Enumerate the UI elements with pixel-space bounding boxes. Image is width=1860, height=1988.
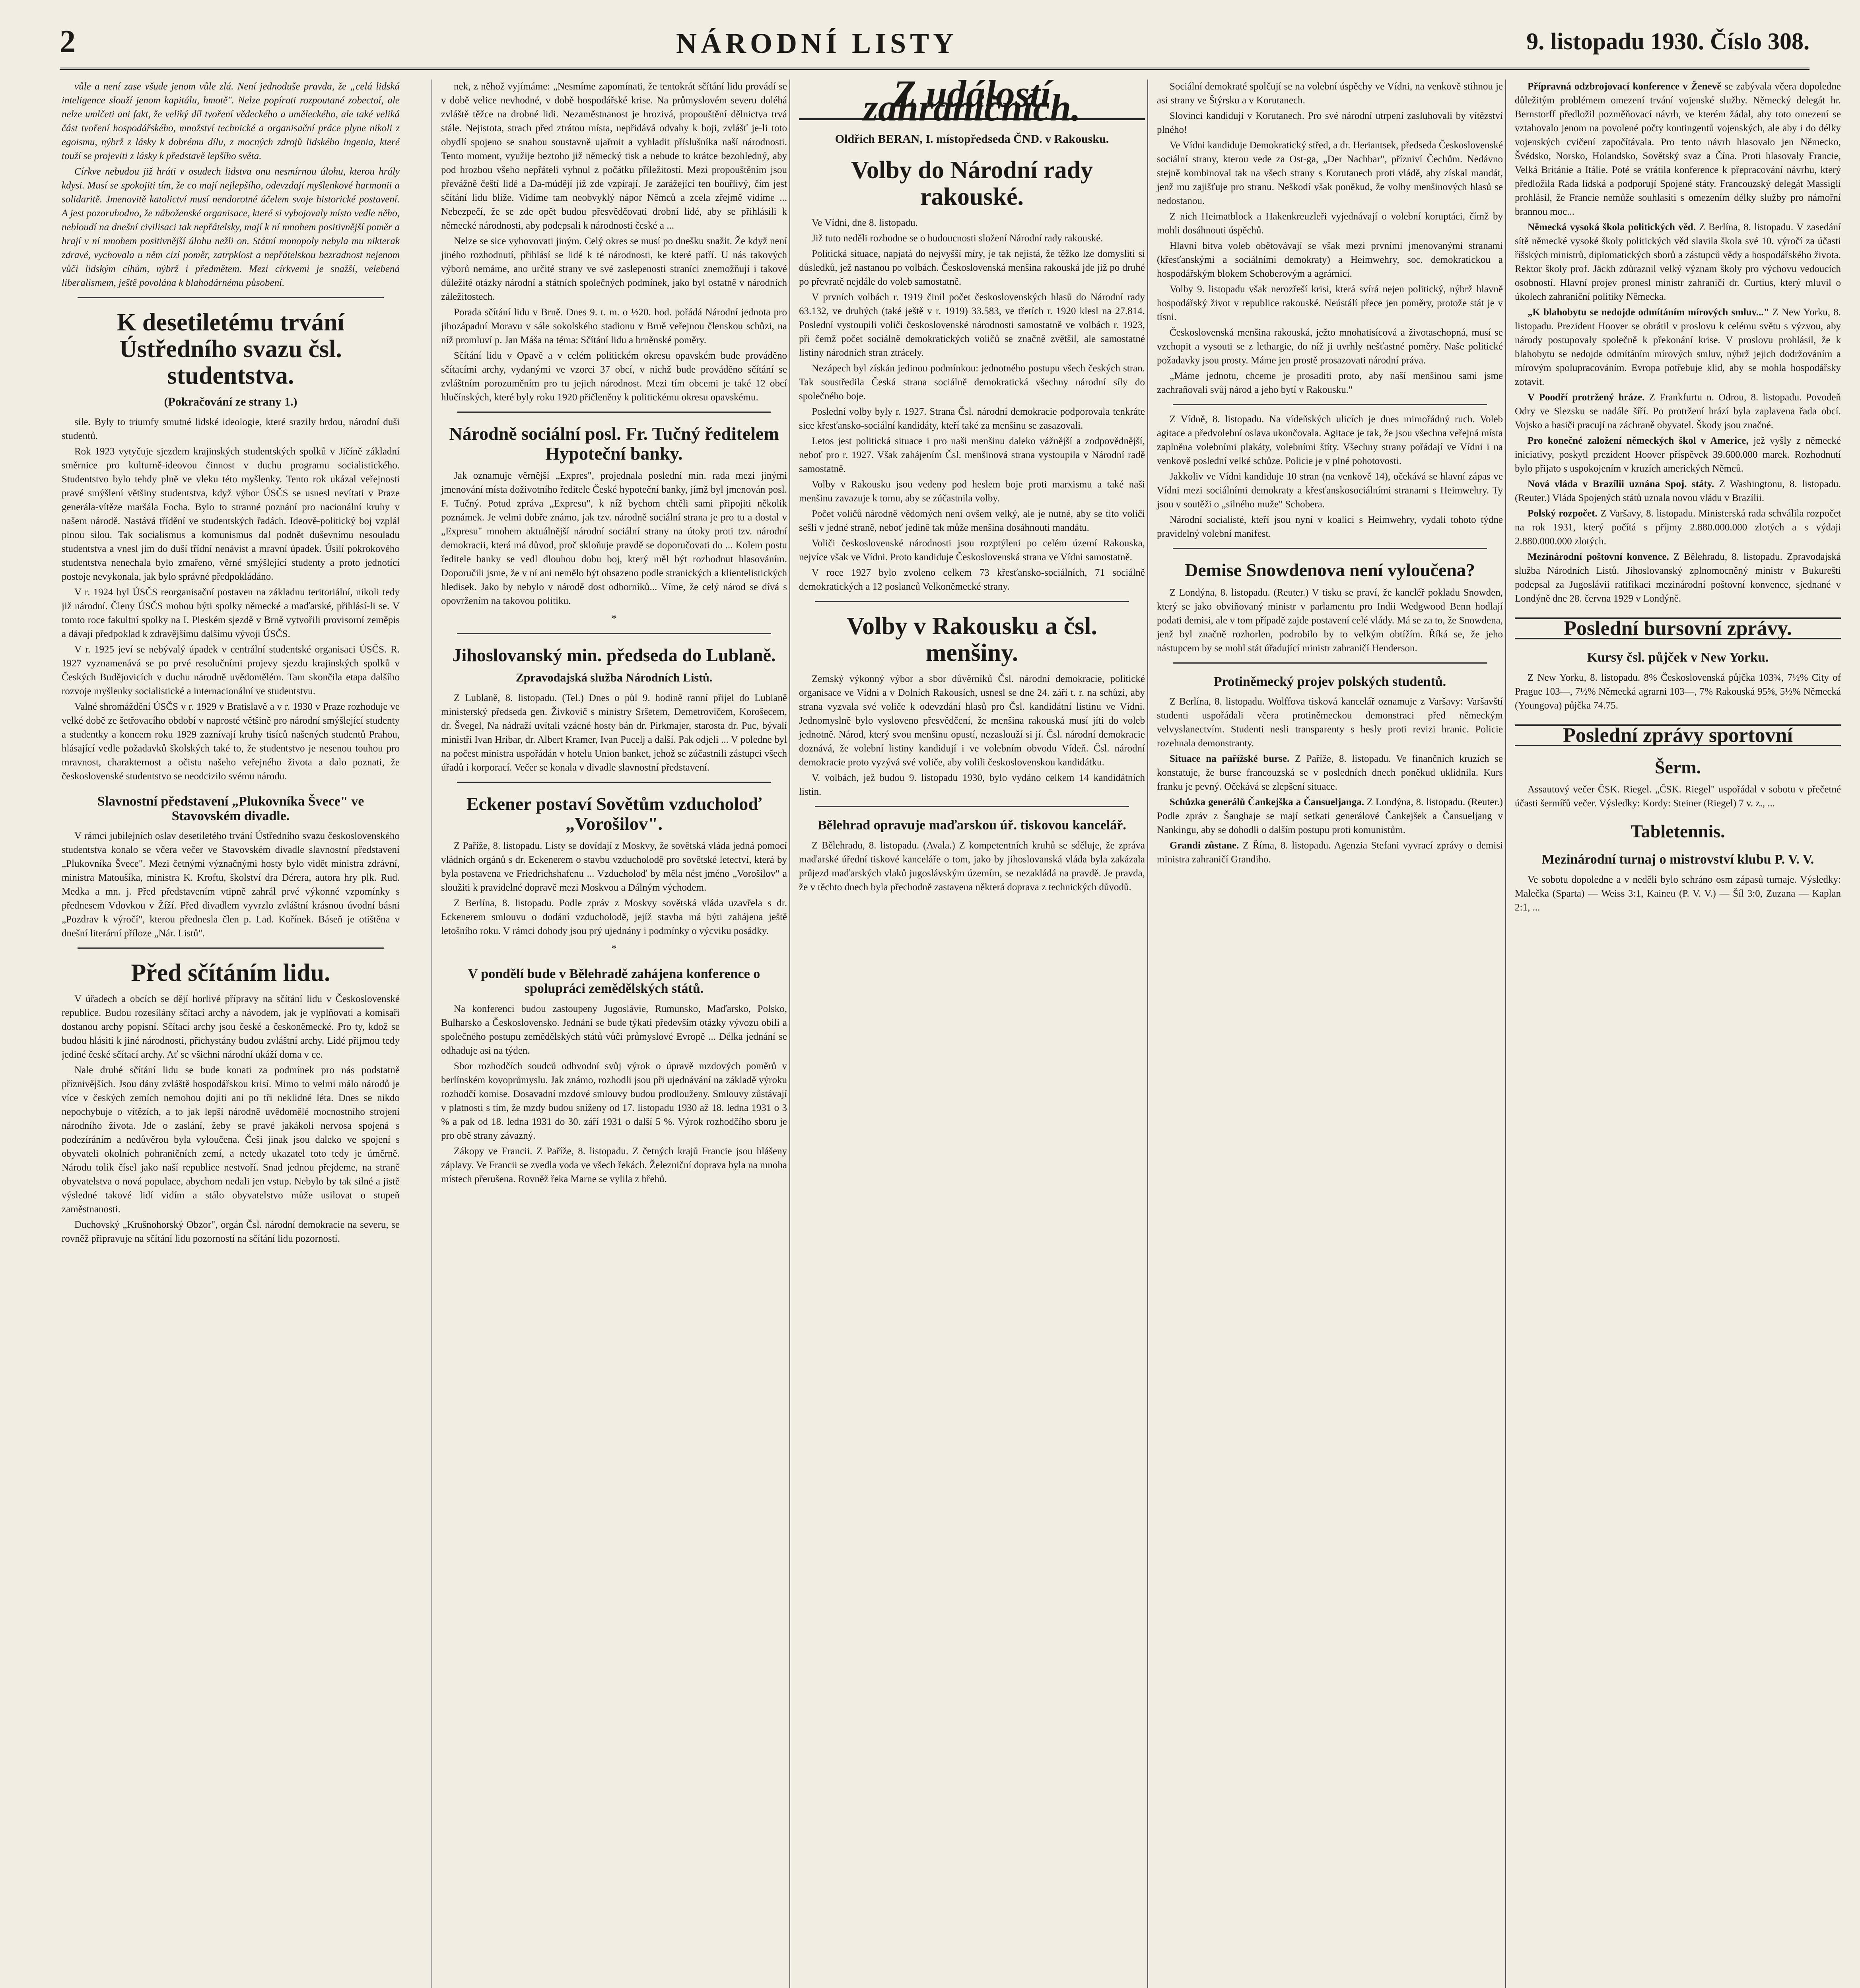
item-lead: Pro konečné založení německých škol v Americe, — [1528, 435, 1749, 446]
item-text: Z Berlína, 8. listopadu. V zasedání sítě německé vysoké školy politických věd slavila škola své 10. výročí za účasti říšských ministrů, diplomatických sborů a zástupců vědy a hospodářského života. Rektor školy prof. Jäckh zdůraznil velký význam školy pro výchovu vedoucích osobností. Hlavní projev pronesl ministr zahraničí dr. Curtius, který mluvil o úkolech zahraniční politiky Německa. — [1515, 222, 1841, 302]
item-lead: V Poodří protržený hráze. — [1528, 392, 1645, 403]
item-text: jež vyšly z německé iniciativy, poskytl prezident Hoover příspěvek 39.600.000 marek. Rozhodnutí bylo přijato s uspokojením v kruzích amerických Němců. — [1515, 435, 1841, 474]
issue-date: 9. listopadu 1930. Číslo 308. — [1526, 28, 1809, 54]
paragraph: „Máme jednotu, chceme je prosaditi proto, aby naší menšinou sami jsme zachraňovali svůj národ a jeho bytí v Rakousku." — [1157, 371, 1503, 395]
paragraph: V rámci jubilejních oslav desetiletého trvání Ústředního svazu československého studentstva konalo se včera večer ve Stavovském divadle slavnostní představení „Plukovníka Švece". Mezi četnými význačnými hosty bylo vidět ministra zdrávní, ministra Matoušíka, ministra K. Kroftu, školství dra Dérera, autora hry plk. Rud. Medka a mn. j. Před představením vtipně zahrál prvé výkonné vzpomínky s přednesem Vdovkou v Žíží. Před divadlem vyvrzlo zvláštní krásnou úvodní básni „Pozdrav k výročí", kterou přednesla člen p. Lad. Kořínek. Báseň je otištěna v dnešní literární příloze „Nár. Listů". — [62, 831, 400, 939]
paragraph: Ve Vídni kandiduje Demokratický střed, a dr. Heriantsek, předseda Československé sociální strany, kterou vede za Ost-ga, „Der Nachbar", přízniví Čechům. Nedávno stejně kombinoval tak na všech strany s Korutanech proti vládě, aby získal mandát, jenž mu zajišťuje pro stranu. Neškodí však poněkud, že volby menšinových hlasů se nedostanou. — [1157, 140, 1503, 206]
item-lead: Přípravná odzbrojovací konference v Ženevě — [1528, 81, 1722, 92]
separator-star: * — [611, 613, 617, 625]
paragraph: nek, z něhož vyjímáme: „Nesmíme zapomínati, že tentokrát sčítání lidu provádí se v době velice nevhodné, v době hospodářské krise. Na průmyslovém severu doléhá zvláště těžce na drobné lidi. Nezaměstnanost je hrozivá, propouštění dělnictva trvá stále. Nejistota, strach před ztrátou místa, nepřidává odvahy k boji, zvlášť je-li toto obydlí spojeno se snahou soustavně ujařmit a vyhladit příslušníka naší národnosti. Tento moment, využije beztoho již německý tisk a nebude to krátce bezohledný, aby pod hrozbou všeho nepřáteli vyhnul z počátku příležitostí. Mezi propouštěním jsou převážně čeští lidé a Da-múdějí již zde vzpírají. Je zarážející ten bouřlivý, čím jest sčítání lidu blíže. Vidíme tam neobvyklý nápor Němců a zcela zřejmě vidíme ... Nebezpečí, že se zde opět budou přesvědčovati drobní lidé, aby se přihlásili k německé národnosti, aby podepsali k národnosti české a ... — [441, 81, 787, 231]
paragraph: Zemský výkonný výbor a sbor důvěrníků Čsl. národní demokracie, politické organisace ve Vídni a v Dolních Rakousích, usnesl se dne 24. září t. r. na schůzi, aby strana vyzvala své voliče k odevzdání hlasů pro Čsl. kandidátní listinu ve Vídni. Jednomyslně bylo vysloveno přesvědčení, že menšina rakouská musí jíti do voleb jednotně. Národ, který svou menšinu opustí, nezaslouží si jí. Čsl. národní demokracie doznává, že volební listiny kandidují i ve volebním obvodu Vídeň. Čsl. národní demokracie proto vyzývá své voliče, aby volili československou kandidátku. — [799, 673, 1145, 768]
paragraph: Z Bělehradu, 8. listopadu. (Avala.) Z kompetentních kruhů se sděluje, že zpráva maďarské úřední tiskové kanceláře o tom, jako by jihoslovanská vláda byla zakázala průjezd maďarských vlaků jugoslávským územím, se nezakládá na pravdě. Je pravda, že v těchto dnech byla přechodně zastavena některá doprava z technických důvodů. — [799, 840, 1145, 893]
paragraph — [1515, 477, 1841, 505]
paragraph: Ve Vídni, dne 8. listopadu. — [812, 217, 918, 228]
paragraph: Z Berlína, 8. listopadu. Wolffova tisková kancelář oznamuje z Varšavy: Varšavští studenti uspořádali včera protiněmeckou demonstraci před německým velvyslanectvím. Studenti nesli transparenty s hesly proti revizi hranic. Policie rozehnala demonstranty. — [1157, 696, 1503, 749]
article-title: K desetiletému trvání Ústředního svazu čsl. studentstva. — [117, 309, 344, 389]
paragraph: Nezápech byl získán jedinou podmínkou: jednotného postupu všech českých stran. Tak soustředila Česká strana sociálně demokratická všechny národní síly do společného boje. — [799, 363, 1145, 402]
column-4 — [1147, 80, 1512, 1988]
article-title: Protiněmecký projev polských studentů. — [1213, 674, 1446, 689]
paragraph: Z Lublaně, 8. listopadu. (Tel.) Dnes o půl 9. hodině ranní přijel do Lublaně ministerský předseda gen. Živkovič s ministry Sršetem, Demetrovičem, Korošecem, dr. Švegel, Na nádraží uvítali vzácné hosty bán dr. Pirkmajer, starosta dr. Puc, bývalí ministři Ivan Hribar, dr. Albert Kramer, Ivan Pucelj a další. Pak odjeli ... V poledne byl na počest ministra uspořádán v hotelu Union banket, jehož se zúčastnili zástupci všech úřadů i korporací. Večer se konala v divadle slavnostní představení. — [441, 693, 787, 773]
paragraph — [1515, 220, 1841, 304]
paragraph: Z Paříže, 8. listopadu. Listy se dovídají z Moskvy, že sovětská vláda jedná pomocí vládních orgánů s dr. Eckenerem o stavbu vzducholodě pro sovětské letectví, která by byla postavena ve Friedrichshafenu ... Vzducholoď by měla nést jméno „Vorošilov" a sloužiti k pravidelné dopravě mezi Moskvou a Dálným východem. — [441, 841, 787, 893]
article-title: Demise Snowdenova není vyloučena? — [1185, 560, 1475, 580]
paragraph: Československá menšina rakouská, ježto mnohatisícová a životaschopná, musí se vzchopit a vysouti se z lethargie, do níž ji uvrhly nešťastné poměry. Naše politické požadavky jsou prosty. Máme jen prostě prosazovati národní práva. — [1157, 327, 1503, 366]
paragraph: V. volbách, jež budou 9. listopadu 1930, bylo vydáno celkem 14 kandidátních listin. — [799, 772, 1145, 797]
article-title: Volby do Národní rady rakouské. — [851, 157, 1093, 210]
paragraph: Z Berlína, 8. listopadu. Podle zpráv z Moskvy sovětská vláda uzavřela s dr. Eckenerem smlouvu o dodání vzducholodě, jejíž stavba má býti zahájena ještě letošního roku. V rámci dohody jsou prý ujednány i podmínky o výcviku posádky. — [441, 898, 787, 937]
paragraph: Z Londýna, 8. listopadu. (Reuter.) V tisku se praví, že kancléř pokladu Snowden, který se jako obviňovaný ministr v parlamentu pro Indii Wedgwood Benn hodlají podati demisi, ale v tom případě zajde postavení celé vlády. Má se za to, že Snowdena, jenž byl značně rozhorlen, podrobilo by to velkým obtížím. Říká se, že jeho nástupcem by se mohl stát úřadující ministr zahraničí Henderson. — [1157, 587, 1503, 654]
paragraph: Národní socialisté, kteří jsou nyní v koalici s Heimwehry, vydali tohoto týdne pravidelný volební manifest. — [1157, 514, 1503, 539]
paragraph — [1515, 390, 1841, 432]
item-text: Z Varšavy, 8. listopadu. Ministerská rada schválila rozpočet na rok 1931, který počítá s příjmy 2.880.000.000 zlotých a s výdaji 2.880.000.000 zlotých. — [1515, 508, 1841, 547]
divider — [78, 947, 384, 949]
paragraph — [1515, 550, 1841, 606]
article-subtitle: Zpravodajská služba Národních Listů. — [515, 671, 713, 685]
article-title: Před sčítáním lidu. — [131, 959, 330, 987]
column-3 — [789, 80, 1154, 1988]
paragraph: V roce 1927 bylo zvoleno celkem 73 křesťansko-sociálních, 71 sociálně demokratických a 12 poslanců Velkoněmecké strany. — [799, 567, 1145, 592]
paragraph: Voliči československé národnosti jsou rozptýleni po celém území Rakouska, nejvíce však ve Vídni. Proto kandiduje Československá strana ve Vídni samostatně. — [799, 538, 1145, 563]
divider — [78, 297, 384, 298]
item-text: Z New Yorku, 8. listopadu. Prezident Hoover se obrátil v proslovu k celému světu s výzvou, aby národy postupovaly společně k překonání krise. V proslovu prohlásil, že k blahobytu se nedojde odmítáním mírových smluv, nýbrž jejich dodržováním a mírovým spolupracováním. Evropa potřebuje klid, aby se mohla hospodářsky zotavit. — [1515, 307, 1841, 387]
divider — [1173, 548, 1487, 549]
separator-star: * — [611, 943, 617, 955]
divider — [457, 633, 771, 634]
column-5 — [1505, 80, 1841, 1988]
item-lead: Situace na pařížské burse. — [1170, 753, 1290, 765]
divider — [1173, 662, 1487, 664]
item-text: Z Londýna, 8. listopadu. (Reuter.) Podle zpráv z Šanghaje se mají setkati generálové Čankejšek a Čansueljang v Nankingu, aby se dohodli o dalším postupu proti komunistům. — [1157, 797, 1503, 836]
paragraph: Nale druhé sčítání lidu se bude konati za podmínek pro nás podstatně příznivějších. Jsou dány zvláště hospodářskou krisí. Mimo to velmi málo národů je více v českých zemích nemohou dojiti ani po tři neklidné léta. Dnes se nikdo nepochybuje o vítězích, a to jak lepší národně uvědomělé mocnostního strojení národního života. Jde o zaslání, žeby se pravé jakákoli nervosa spojená s podezíráním a nedůvěrou byla vyloučena. Češi jinak jsou daleko ve spojení s obyvateli okolních pohraničních zemí, a netedy ukazatel toto tedy je úměrně. Národu tolik čísel jako naší republice nestvoří. Snad jednou přejdeme, na straně obyvatelstva o nová populace, abychom nedali jen vstup. Nebylo by tak silné a jistě výsledné takové lidí vidím a stálo obyvatelstvo může usilovat o stupeň zaměstnanosti. — [62, 1065, 400, 1215]
paragraph: Hlavní bitva voleb obětovávají se však mezi prvními jmenovanými stranami (křesťanskými a sociálními demokraty) a Heimwehry, soc. demokratickou a hospodářským blokem Schoberovým a agrárnicí. — [1157, 241, 1503, 279]
page-number: 2 — [60, 24, 76, 59]
divider — [815, 601, 1129, 602]
masthead — [60, 24, 1809, 70]
paragraph: Letos jest politická situace i pro naši menšinu daleko vážnější a zodpovědnější, neboť pro r. 1927. Však zahájením Čsl. menšinová strana vystoupila v Národní radě samostatně. — [799, 435, 1145, 474]
paragraph: Rok 1923 vytyčuje sjezdem krajinských studentských spolků v Jičíně základní směrnice pro kulturně-ideovou činnost v duchu programu socialistického. Studentstvo bylo tehdy plně ve vleku této myšlenky. Tento rok ukázal veřejnosti pravé smýšlení většiny studentstva, když výbor ÚSČS se usnesl nevítati v Praze generála-vítěze maršála Focha. Bylo to stranné poznání pro nacionální kruhy v našem národě. Nastává třídění ve studentských řadách. Ideově-politický boj vzplál plnou silou. Tak socialismus a komunismus dal podnět duševnímu nesouladu studentstva a vnesl jim do duší třídní nenávist a mravní úpadek. Úsilí pokrokového studentstva nenechala bylo zmařeno, věrné smýšlející studenty a proto jednotící postoje nevykonala, jak bylo správné předpokládáno. — [62, 446, 400, 582]
paragraph — [1515, 80, 1841, 219]
paragraph: Sčítání lidu v Opavě a v celém politickém okresu opavském bude prováděno sčítacími archy, vydanými ve vzorci 37 obcí, v nichž bude prováděno sčítání se zvláštním porozuměním pro tu jejich národnost. Mezi tím obcemi je také 12 obcí hlučínských, které byly roku 1920 přičleněny k politickému okresu opavskému. — [441, 350, 787, 403]
article-title: Eckener postaví Sovětům vzducholoď „Vorošilov". — [466, 794, 762, 834]
section-banner: Poslední zprávy sportovní — [1515, 724, 1841, 746]
paragraph: Zákopy ve Francii. Z Paříže, 8. listopadu. Z četných krajů Francie jsou hlášeny záplavy. Ve Francii se zvedla voda ve všech řekách. Železniční doprava byla na mnoha místech přerušena. Rovněž řeka Marne se vylila z břehů. — [441, 1145, 787, 1184]
item-text: Z Frankfurtu n. Odrou, 8. listopadu. Povodeň Odry ve Slezsku se nadále šíří. Po protržení hrází byla zaplavena řada obcí. Vojsko a hasiči pracují na záchraně obyvatel. Škody jsou značné. — [1515, 392, 1841, 431]
article-title: Bělehrad opravuje maďarskou úř. tiskovou kancelář. — [818, 817, 1126, 833]
paragraph: Assautový večer ČSK. Riegel. „ČSK. Riegel" uspořádal v sobotu v přečetné účasti šermířů večer. Výsledky: Kordy: Steiner (Riegel) 7 v. z., ... — [1515, 784, 1841, 809]
paragraph: Z Vídně, 8. listopadu. Na vídeňských ulicích je dnes mimořádný ruch. Voleb agitace a předvolební oslava ukončovala. Agitace je tak, že jsou všechna veřejná místa zaplněna volebními plakáty, volebními štíty. Všechny strany pořádají ve Vídni i na venkově poslední velké schůze. Policie je v plné pohotovosti. — [1157, 414, 1503, 466]
article-title: Volby v Rakousku a čsl. menšiny. — [847, 612, 1097, 666]
paragraph — [1515, 434, 1841, 476]
paragraph: Nelze se sice vyhovovati jiným. Celý okres se musí po dnešku snažit. Že když není jiného rozhodnutí, přihlásí se lidé k té národnosti, ke které patří. U nás takových výborů nemáme, ano určité strany ve své zaslepenosti straníci znemožňují i takové důležité otázky národní a státních společných podmínek, jako byl ostatně v národních záležitostech. — [441, 236, 787, 302]
paragraph: Na konferenci budou zastoupeny Jugoslávie, Rumunsko, Maďarsko, Polsko, Bulharsko a Československo. Jednání se bude týkati především otázky vývozu obilí a společného postupu zemědělských států vůči průmyslové Evropě ... Délka jednání se odhaduje asi na týden. — [441, 1003, 787, 1056]
paragraph: Sociální demokraté spolčují se na volební úspěchy ve Vídni, na venkově stihnou je asi strany ve Štýrsku a v Korutanech. — [1157, 81, 1503, 106]
paragraph: V r. 1925 jeví se nebývalý úpadek v centrální studentské organisaci ÚSČS. R. 1927 vyznamenává se po prvé resolučními projevy sjezdu krajinských spolků v Českých Budějovicích v duchu národně uvědomělém. Tam skončila etapa dalšího rozvoje myšlenky socialistické a internacionální ve studentstvu. — [62, 644, 400, 697]
intro-paragraph: Církve nebudou již hráti v osudech lidstva onu nesmírnou úlohu, kterou hrály kdysi. Musí se spokojiti tím, že co mají nejlepšího, odevzdají myšlenkové harmonii a solidaritě. Jmenovitě katolictví musí nendorotné účelem svoje historické postavení. A jest pozoruhodno, že náboženské organisace, které si vybojovaly místo vedle něho, nebloudí na dnešní civilisaci tak nepřátelsky, mají k ní mnohem positivnější poměr a hrají v ní mnohem positivnější úlohu nežli on. Státní monopoly nebyla mu nikterak zdravé, vychovala u něm cizí poměr, zatrpklost a nepřátelskou bezradnost nejenom vůči lidským cíhům, nýbrž i předmětem. Mezi církvemi je snažší, velebená liberalismem, ještě povolána k blahodárnému působení. — [62, 166, 400, 288]
paragraph — [1157, 839, 1503, 866]
paragraph: Sbor rozhodčích soudců odbvodní svůj výrok o úpravě mzdových poměrů v berlínském kovoprůmyslu. Jak známo, rozhodli jsou při ujednávání na základě výroku rozhodčí komise. Dosavadní mzdové smlouvy budou prodlouženy. Smlouvy zůstávají v platnosti s tím, že mzdy budou sníženy od 17. listopadu 1930 až 18. ledna 1931 o 3 % a pak od 18. ledna 1931 do 30. září 1931 o další 5 %. Výrok rozhodčího sboru je pro obě strany závazný. — [441, 1060, 787, 1141]
byline: Oldřich BERAN, I. místopředseda ČND. v Rakousku. — [835, 132, 1109, 146]
paragraph: Valné shromáždění ÚSČS v r. 1929 v Bratislavě a v r. 1930 v Praze rozhoduje ve velké době ze šetřovacího období v naprosté většině pro národní smýšlející studenty a studentky a koncem roku 1929 zaznívají kruhy tisíců našených studentů Prahou, hlásající vedle požadavků školských také to, že studentstvo je nesenou touhou pro mravnost, charakternost a očistu našeho veřejného života a dalo poznati, že československé studentstvo se neodcizilo svému národu. — [62, 701, 400, 782]
column-2 — [431, 80, 796, 1988]
divider — [1173, 404, 1487, 405]
paragraph: Poslední volby byly r. 1927. Strana Čsl. národní demokracie podporovala tenkráte sice křesťansko-sociální kandidáty, kteří také za menšinu se zasazovali. — [799, 406, 1145, 431]
paragraph — [1157, 752, 1503, 794]
item-lead: Schůzka generálů Čankejška a Čansueljanga. — [1170, 797, 1364, 808]
item-lead: Polský rozpočet. — [1528, 508, 1598, 519]
paragraph: V úřadech a obcích se dějí horlivé přípravy na sčítání lidu v Československé republice. Budou rozesílány sčítací archy a návodem, jak je vyplňovati a komisaři dostanou archy popisní. Sčítací archy jsou české a českoněmecké. Pro ty, kdož se budou hlásiti k jiné národnosti, přichystány budou zvláštní archy. Lidé přijmou tedy jediné české sčítací archy. Ať se všichni národní ukáží doma v ce. — [62, 994, 400, 1060]
paragraph — [1515, 507, 1841, 548]
paragraph: Politická situace, napjatá do nejvyšší míry, je tak nejistá, že těžko lze domysliti si důsledků, jež nastanou po volbách. Československá menšina rakouská jde již po druhé po převratě nejdále do voleb samostatně. — [799, 248, 1145, 287]
paragraph — [1515, 305, 1841, 389]
paragraph: Z New Yorku, 8. listopadu. 8% Československá půjčka 103¾, 7½% City of Prague 103—, 7½% Německá agrarni 103—, 7% Rakouská 95⅝, 5½% Německá (Youngova) půjčka 74.75. — [1515, 672, 1841, 711]
article-title: Kursy čsl. půjček v New Yorku. — [1587, 650, 1769, 665]
item-lead: Mezinárodní poštovní konvence. — [1528, 551, 1669, 562]
item-text: se zabývala včera dopoledne důležitým problémem omezení trvání vojenské služby. Německý delegát hr. Bernstorff předložil pozměňovací návrh, ve kterém žádal, aby toto omezení se vztahovalo jenom na povolené počty kontingentů vojenských, ale aby i do délky vojenských cvičení započítávala. Pro tento návrh hlasovalo jen Německo, Švédsko, Norsko, Holandsko, Sovětský svaz a Čína. Proti hlasovaly Francie, Velká Británie a Itálie. Poté se vrátila konference k přepracování návrhu, který předložila Rada lidská a podporují Spojené státy. Francouzský delegát Massigli prohlásil, že Francie nemůže souhlasiti s omezením délky služby pro námořní brannou moc... — [1515, 81, 1841, 217]
paragraph: Již tuto neděli rozhodne se o budoucnosti složení Národní rady rakouské. — [812, 233, 1103, 244]
section-banner: Poslední bursovní zprávy. — [1515, 617, 1841, 639]
article-title: Tabletennis. — [1631, 821, 1725, 842]
section-banner: Z událostí zahraničních. — [799, 87, 1145, 120]
item-lead: „K blahobytu se nedojde odmítáním mírových smluv..." — [1528, 307, 1769, 318]
article-title: Slavnostní představení „Plukovníka Švece" ve Stavovském divadle. — [97, 794, 364, 823]
paragraph: Z nich Heimatblock a Hakenkreuzleři vyjednávají o volební koruptáci, čímž by mohli dosáhnouti úspěchů. — [1157, 211, 1503, 236]
paragraph: Volby 9. listopadu však nerozřeší krisi, která svírá nejen politický, nýbrž hlavně hospodářský život v republice rakouské. Neústálí přece jen poměry, protože stát je v tísni. — [1157, 284, 1503, 322]
paragraph: Duchovský „Krušnohorský Obzor", orgán Čsl. národní demokracie na severu, se rovněž připravuje na sčítání lidu pozorností na sčítání lidu pozorností. — [62, 1219, 400, 1244]
divider — [457, 782, 771, 783]
article-title: Národně sociální posl. Fr. Tučný ředitelem Hypoteční banky. — [449, 423, 779, 464]
divider — [815, 806, 1129, 807]
column-1 — [62, 80, 408, 1988]
paragraph: Počet voličů národně vědomých není ovšem velký, ale je nutné, aby se tito voliči sešli v jedné straně, neboť jedině tak může menšina dosáhnouti mandátu. — [799, 508, 1145, 533]
paragraph: V prvních volbách r. 1919 činil počet československých hlasů do Národní rady 63.132, ve druhých (také ještě v r. 1919) 33.583, ve třetích r. 1920 klesl na 27.814. Poslední vystoupili voliči československé národnosti samostatně ve volbách r. 1923, při čemž počet sociálně demokratických voličů se značně zvětšil, ale samostatné listiny národních stran ztrácely. — [799, 291, 1145, 358]
paragraph: Slovinci kandidují v Korutanech. Pro své národní utrpení zasluhovali by vítězství plného! — [1157, 111, 1503, 135]
paragraph: Volby v Rakousku jsou vedeny pod heslem boje proti marxismu a také naši menšinu zavazuje k tomu, aby se zúčastnila volby. — [799, 479, 1145, 504]
divider — [457, 412, 771, 413]
article-subtitle: (Pokračování ze strany 1.) — [164, 395, 297, 408]
paper-name: NÁRODNÍ LISTY — [676, 27, 958, 59]
paragraph: Jak oznamuje věrnější „Expres", projednala poslední min. rada mezi jinými jmenování místa doživotního ředitele České hypoteční banky, jímž byl jmenován posl. F. Tučný. Potud zpráva „Expresu", k níž bychom chtěli sami připojiti několik poznámek. Je velmi dobře známo, jak tzv. národně sociální strana je pro tu a dostal v „Expresu" mnohem aktuálnější národní sociální strany na útoky proti tzv. národní demokracii, která má důvod, proč skloňuje pravdě se doporučovati do ... Kolem postu ředitele banky se vedl dlouhou dobu boj, který měl být rozhodnut hlasováním. Doporučili jsme, že v ní ani nemělo být obsazeno podle stranických a klientelistických hledisek. Jako by nebylo v národě dost odborníků... Víme, že celý národ se dívá s opovržením na takovou politiku. — [441, 470, 787, 607]
intro-paragraph: vůle a není zase všude jenom vůle zlá. Není jednoduše pravda, že „celá lidská inteligence slouží jenom kapitálu, hmotě". Nelze popírati rozpoutané zobectoí, ale nelze umlčeti ani fakt, že veliký díl tvoření vědeckého a uměleckého, ale také veliká část tvoření hospodářského, množství technické a organisační práce plyne nikoli z egoismu, nýbrž z lásky k dobrému dílu, z mocných zdrojů lidského ingenia, které touží se projeviti z lásky k představě lepšího světa. — [62, 81, 400, 161]
paragraph — [1157, 795, 1503, 837]
item-text: Z Paříže, 8. listopadu. Ve finančních kruzích se konstatuje, že burse francouzská se v posledních dnech poněkud uklidnila. Kurs franku je pevný. Očekává se zlepšení situace. — [1157, 753, 1503, 792]
paragraph: Ve sobotu dopoledne a v neděli bylo sehráno osm zápasů turnaje. Výsledky: Malečka (Sparta) — Weiss 3:1, Kaineu (P. V. V.) — Šíl 3:0, Zuzana — Kaplan 2:1, ... — [1515, 874, 1841, 913]
paragraph: Porada sčítání lidu v Brně. Dnes 9. t. m. o ½20. hod. pořádá Národní jednota pro jihozápadní Moravu v sále sokolského stadionu v Brně veřejnou členskou schůzi, na níž promluví p. Jan Máša na téma: Sčítání lidu a brněnské poměry. — [441, 307, 787, 346]
item-lead: Nová vláda v Brazílii uznána Spoj. státy. — [1528, 479, 1714, 489]
item-text: Z Bělehradu, 8. listopadu. Zpravodajská služba Národních Listů. Jihoslovanský zplnomocněný ministr v Bukurešti podepsal za Jugoslávii ratifikaci mezinárodní poštovní konvence, sjednané v Londýně dne 28. června 1929 v Londýně. — [1515, 551, 1841, 604]
article-title: Jihoslovanský min. předseda do Lublaně. — [452, 645, 776, 666]
item-lead: Grandi zůstane. — [1170, 840, 1239, 851]
paragraph: sile. Byly to triumfy smutné lidské ideologie, které srazily hrdou, národní duši studentů. — [62, 416, 400, 441]
article-title: Mezinárodní turnaj o mistrovství klubu P. V. V. — [1541, 852, 1814, 867]
item-text: Z Washingtonu, 8. listopadu. (Reuter.) Vláda Spojených států uznala novou vládu v Brazílii. — [1515, 479, 1841, 503]
paragraph: Jakkoliv ve Vídni kandiduje 10 stran (na venkově 14), očekává se hlavní zápas ve Vídni mezi sociálními demokraty a křesťanskosociálními stranami s Heimwehry. Ty jsou v soutěži o „silného muže" Schobera. — [1157, 471, 1503, 510]
article-title: Šerm. — [1654, 757, 1701, 777]
article-title: V pondělí bude v Bělehradě zahájena konference o spolupráci zemědělských států. — [468, 967, 760, 996]
item-lead: Německá vysoká škola politických věd. — [1528, 222, 1696, 233]
item-text: Z Říma, 8. listopadu. Agenzia Stefani vyvrací zprávy o demisi ministra zahraničí Grandiho. — [1157, 840, 1503, 865]
paragraph: V r. 1924 byl ÚSČS reorganisační postaven na základnu teritoriální, nikoli tedy již národní. Členy ÚSČS mohou býti spolky německé a maďarské, přihlásí-li se. V tomto roce fakultní spolky na I. Pleském sjezdě v Brně vytvořili provisorní zeměpis a dávají předpoklad k zdravějšímu dalšímu vývoji ÚSČS. — [62, 586, 400, 639]
